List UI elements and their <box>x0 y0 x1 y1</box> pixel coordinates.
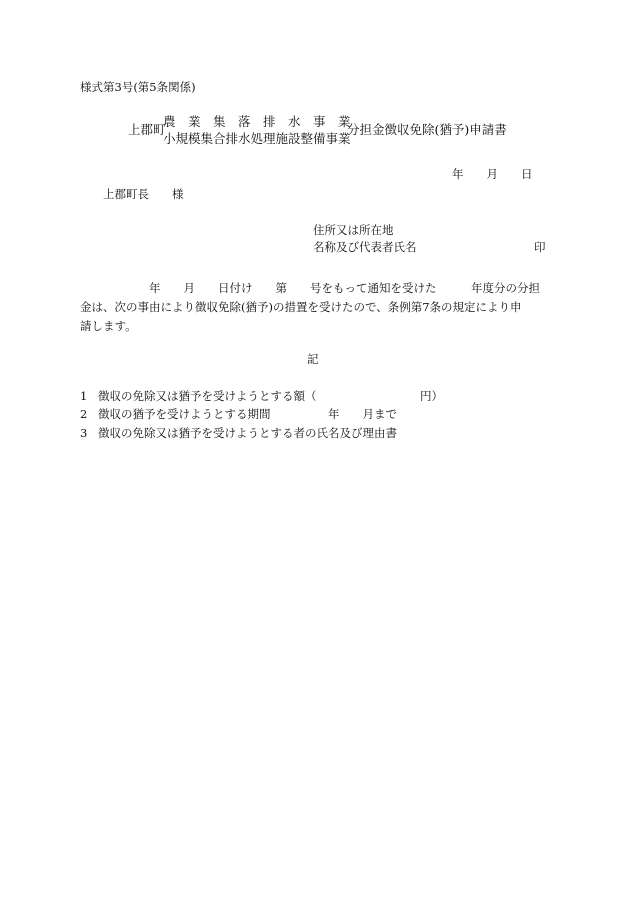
list-item <box>80 391 443 403</box>
item-number: 3 <box>80 426 88 440</box>
date-line <box>452 169 533 181</box>
ki-heading: 記 <box>307 352 319 366</box>
date-month-label: 月 <box>486 167 498 181</box>
body-line: 請します。 <box>80 319 137 333</box>
title-project-names <box>163 116 351 145</box>
body-line: 年 月 日付け 第 号をもって通知を受けた 年度分の分担 <box>80 281 540 295</box>
date-day-label: 日 <box>521 167 533 181</box>
item-number: 1 <box>80 389 88 403</box>
representative-name-label: 名称及び代表者氏名 <box>313 240 417 254</box>
body-paragraph <box>80 279 550 336</box>
list-item <box>80 409 397 421</box>
title-project-small-scale: 小規模集合排水処理施設整備事業 <box>163 130 351 146</box>
date-year-label: 年 <box>452 167 464 181</box>
item-text: 徴収の免除又は猶予を受けようとする者の氏名及び理由書 <box>98 426 397 440</box>
title-project-agricultural: 農 業 集 落 排 水 事 業 <box>163 114 351 129</box>
item-number: 2 <box>80 407 88 421</box>
body-line: 金は、次の事由により徴収免除(猶予)の措置を受けたので、条例第7条の規定により申 <box>80 300 522 314</box>
addressee: 上郡町長 様 <box>103 187 184 201</box>
item-text: 徴収の免除又は猶予を受けようとする額（ 円） <box>98 389 443 403</box>
seal-mark: 印 <box>534 240 546 254</box>
item-text: 徴収の猶予を受けようとする期間 年 月まで <box>98 407 397 421</box>
list-item <box>80 428 397 440</box>
address-label: 住所又は所在地 <box>313 223 394 237</box>
form-number: 様式第3号(第5条関係) <box>80 80 196 94</box>
title-prefix: 上郡町 <box>128 122 166 137</box>
title-suffix: 分担金徴収免除(猶予)申請書 <box>347 122 507 137</box>
